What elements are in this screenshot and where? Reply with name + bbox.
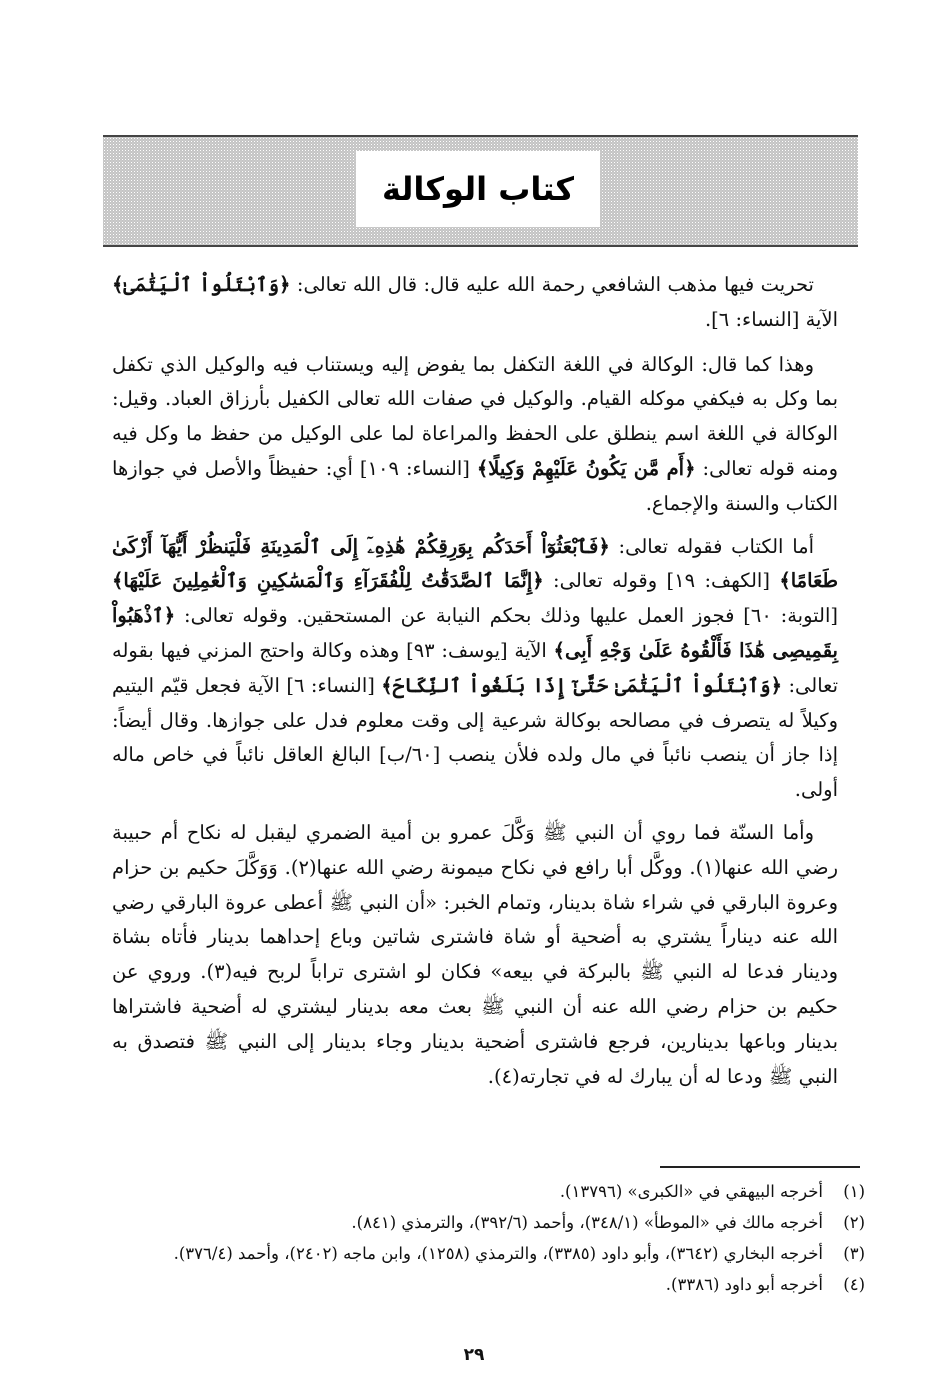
footnote-number: (٤) [843, 1275, 865, 1294]
footnote-text: أخرجه مالك في «الموطأ» (٣٤٨/١)، وأحمد (٣٩٢/٦)، والترمذي (٨٤١). [351, 1213, 823, 1232]
footnote-text: أخرجه أبو داود (٣٣٨٦). [665, 1275, 823, 1294]
footnote-1 [95, 1178, 865, 1205]
paragraph-1 [112, 268, 838, 338]
text-span: [الكهف: ١٩] وقوله تعالى: [543, 569, 780, 593]
footnote-4 [95, 1271, 865, 1298]
chapter-title: كتاب الوكالة [381, 170, 575, 208]
text-span: [النساء: ٦] الآية فجعل قيّم اليتيم وكيلاً له يتصرف في مصالحه بوكالة شرعية إلى وقت معلوم فدل على جوازها. وقال أيضاً: إذا جاز أن ينصب نائباً في مال ولده فلأن ينصب [٦٠/ب] البالغ العاقل نائباً في خاص ماله أولى. [112, 673, 838, 802]
page-number: ٢٩ [463, 1345, 485, 1365]
footnote-number: (٣) [843, 1244, 865, 1263]
text-span: الآية [يوسف: ٩٣] وهذه وكالة واحتج المزني فيها بقوله تعالى: [112, 638, 839, 697]
footnote-3 [95, 1240, 865, 1267]
quran-verse: ﴿أَم مَّن يَكُونُ عَلَيْهِمْ وَكِيلًا﴾ [476, 456, 696, 480]
text-span: تحريت فيها مذهب الشافعي رحمة الله عليه قال: قال الله تعالى: [290, 273, 814, 296]
quran-verse: ﴿فَٱبْعَثُوٓاْ أَحَدَكُم بِوَرِقِكُمْ هَٰذِهِۦٓ إِلَى ٱلْمَدِينَةِ فَلْيَنظُرْ أَيُّهَآ أَزْكَىٰ طَعَامًا﴾ [112, 534, 838, 593]
quran-verse: ﴿وَٱبْتَلُواْ ٱلْيَتَٰمَىٰ﴾ [112, 273, 291, 296]
text-span: [التوبة: ٦٠] فجوز العمل عليها وذلك بحكم النيابة عن المستحقين. وقوله تعالى: [175, 604, 839, 628]
paragraph-2 [112, 348, 838, 522]
quran-verse: ﴿وَٱبْتَلُواْ ٱلْيَتَٰمَىٰ حَتَّىٰٓ إِذَا بَلَغُواْ ٱلنِّكَاحَ﴾ [381, 673, 783, 697]
footnote-text: أخرجه البيهقي في «الكبرى» (١٣٧٩٦). [559, 1182, 823, 1201]
text-span: أما الكتاب فقوله تعالى: [609, 534, 815, 558]
text-span: [النساء: ١٠٩] أي: حفيظاً والأصل في جوازها الكتاب والسنة والإجماع. [112, 456, 838, 515]
footnote-divider [660, 1166, 860, 1168]
paragraph-4 [112, 816, 838, 1094]
chapter-title-box [356, 151, 600, 227]
quran-verse: ﴿ٱذْهَبُواْ بِقَمِيصِى هَٰذَا فَأَلْقُوهُ عَلَىٰ وَجْهِ أَبِى﴾ [112, 604, 838, 662]
footnotes [95, 1178, 865, 1302]
text-span: الآية [النساء: ٦]. [704, 307, 838, 331]
paragraph-3 [112, 530, 838, 808]
footnote-text: أخرجه البخاري (٣٦٤٢)، وأبو داود (٣٣٨٥)، والترمذي (١٢٥٨)، وابن ماجه (٢٤٠٢)، وأحمد (٣٧٦/٤). [173, 1244, 823, 1263]
quran-verse: ﴿إِنَّمَا ٱلصَّدَقَٰتُ لِلْفُقَرَآءِ وَٱلْمَسَٰكِينِ وَٱلْعَٰمِلِينَ عَلَيْهَا﴾ [112, 569, 544, 593]
footnote-2 [95, 1209, 865, 1236]
text-span: وأما السنّة فما روي أن النبي ﷺ وَكَّلَ عمرو بن أمية الضمري ليقبل له نكاح أم حبيبة رضي الله عنها(١). ووكَّل أبا رافع في نكاح ميمونة رضي الله عنها(٢). وَوَكَّلَ حكيم بن حزام وعروة البارقي في شراء شاة بدينار، وتمام الخبر: «أن النبي ﷺ أعطى عروة البارقي رضي الله عنه ديناراً يشتري به أضحية أو شاة فاشترى شاتين وباع إحداهما بدينار فأتاه بشاة ودينار فدعا له النبي ﷺ بالبركة في بيعه» فكان لو اشترى تراباً لربح فيه(٣). وروي عن حكيم بن حزام رضي الله عنه أن النبي ﷺ بعث معه بدينار ليشتري له أضحية فاشتراها بدينار وباعها بدينارين، فرجع فاشترى أضحية بدينار وجاء بدينار إلى النبي ﷺ فتصدق به النبي ﷺ ودعا له أن يبارك له في تجارته(٤). [112, 820, 839, 1088]
text-span: وهذا كما قال: الوكالة في اللغة التكفل بما يفوض إليه ويستناب فيه والوكيل الذي تكفل بما وكل به فيكفي موكله القيام. والوكيل في صفات الله تعالى الكفيل بأرزاق العباد. وقيل: الوكالة في اللغة اسم ينطلق على الحفظ والمراعاة لما على الوكيل من حفظ ما وكل فيه ومنه قوله تعالى: [112, 352, 838, 480]
main-text [112, 268, 838, 1102]
footnote-number: (٢) [843, 1213, 865, 1232]
footnote-number: (١) [843, 1182, 865, 1201]
